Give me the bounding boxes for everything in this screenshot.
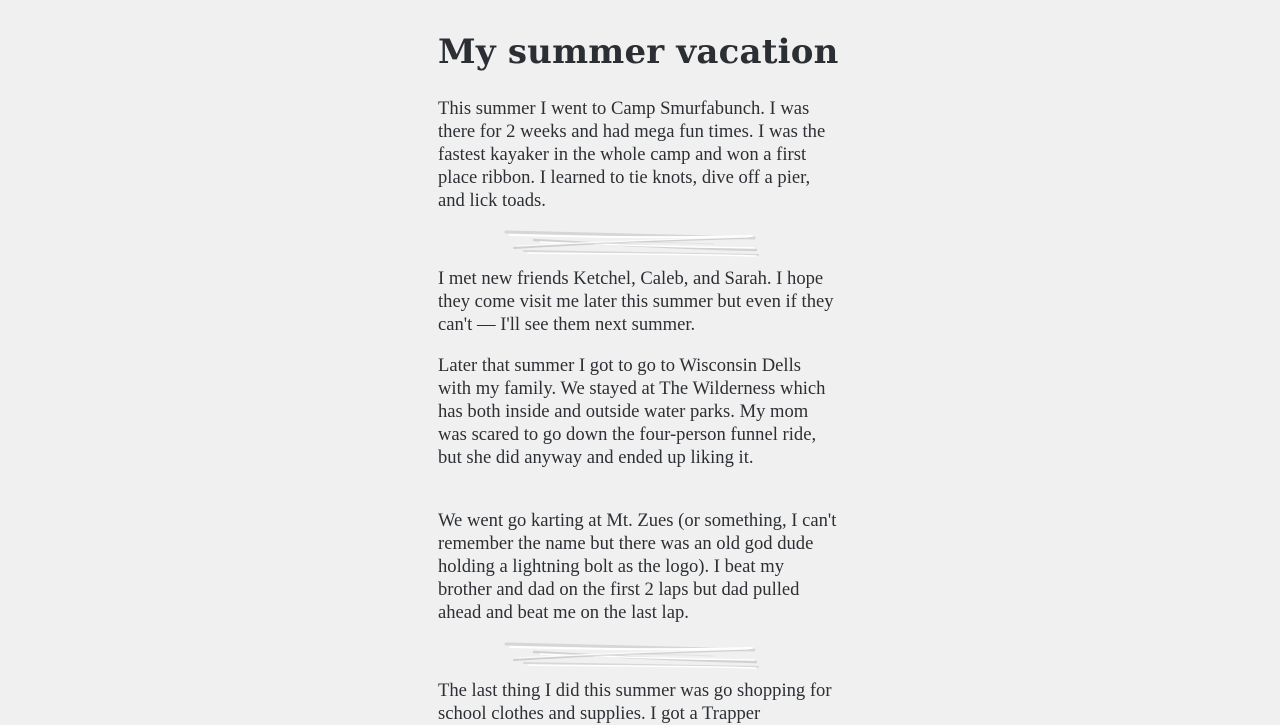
article-paragraph: This summer I went to Camp Smurfabunch. I was there for 2 weeks and had mega fun times. I was the fastest kayaker in the whole camp and won a first place ribbon. I learned to tie knots, dive off a pier, and lick toads. [438,98,826,211]
article-paragraph: The last thing I did this summer was go shopping for school clothes and supplies. I got a Trapper [438,680,832,724]
brush-stroke-divider-icon [504,226,760,258]
article-paragraph: I met new friends Ketchel, Caleb, and Sarah. I hope they come visit me later this summer but even if they can't — I'll see them next summer. [438,268,834,335]
brush-stroke-divider-icon [504,638,760,670]
article-title: My summer vacation [438,32,839,72]
article-paragraph: Later that summer I got to go to Wisconsin Dells with my family. We stayed at The Wilderness which has both inside and outside water parks. My mom was scared to go down the four-person funnel ride, but she did anyway and ended up liking it. [438,355,826,468]
article-paragraph: We went go karting at Mt. Zues (or something, I can't remember the name but there was an old god dude holding a lightning bolt as the logo). I beat my brother and dad on the first 2 laps but dad pulled ahead and beat me on the last lap. [438,510,837,623]
